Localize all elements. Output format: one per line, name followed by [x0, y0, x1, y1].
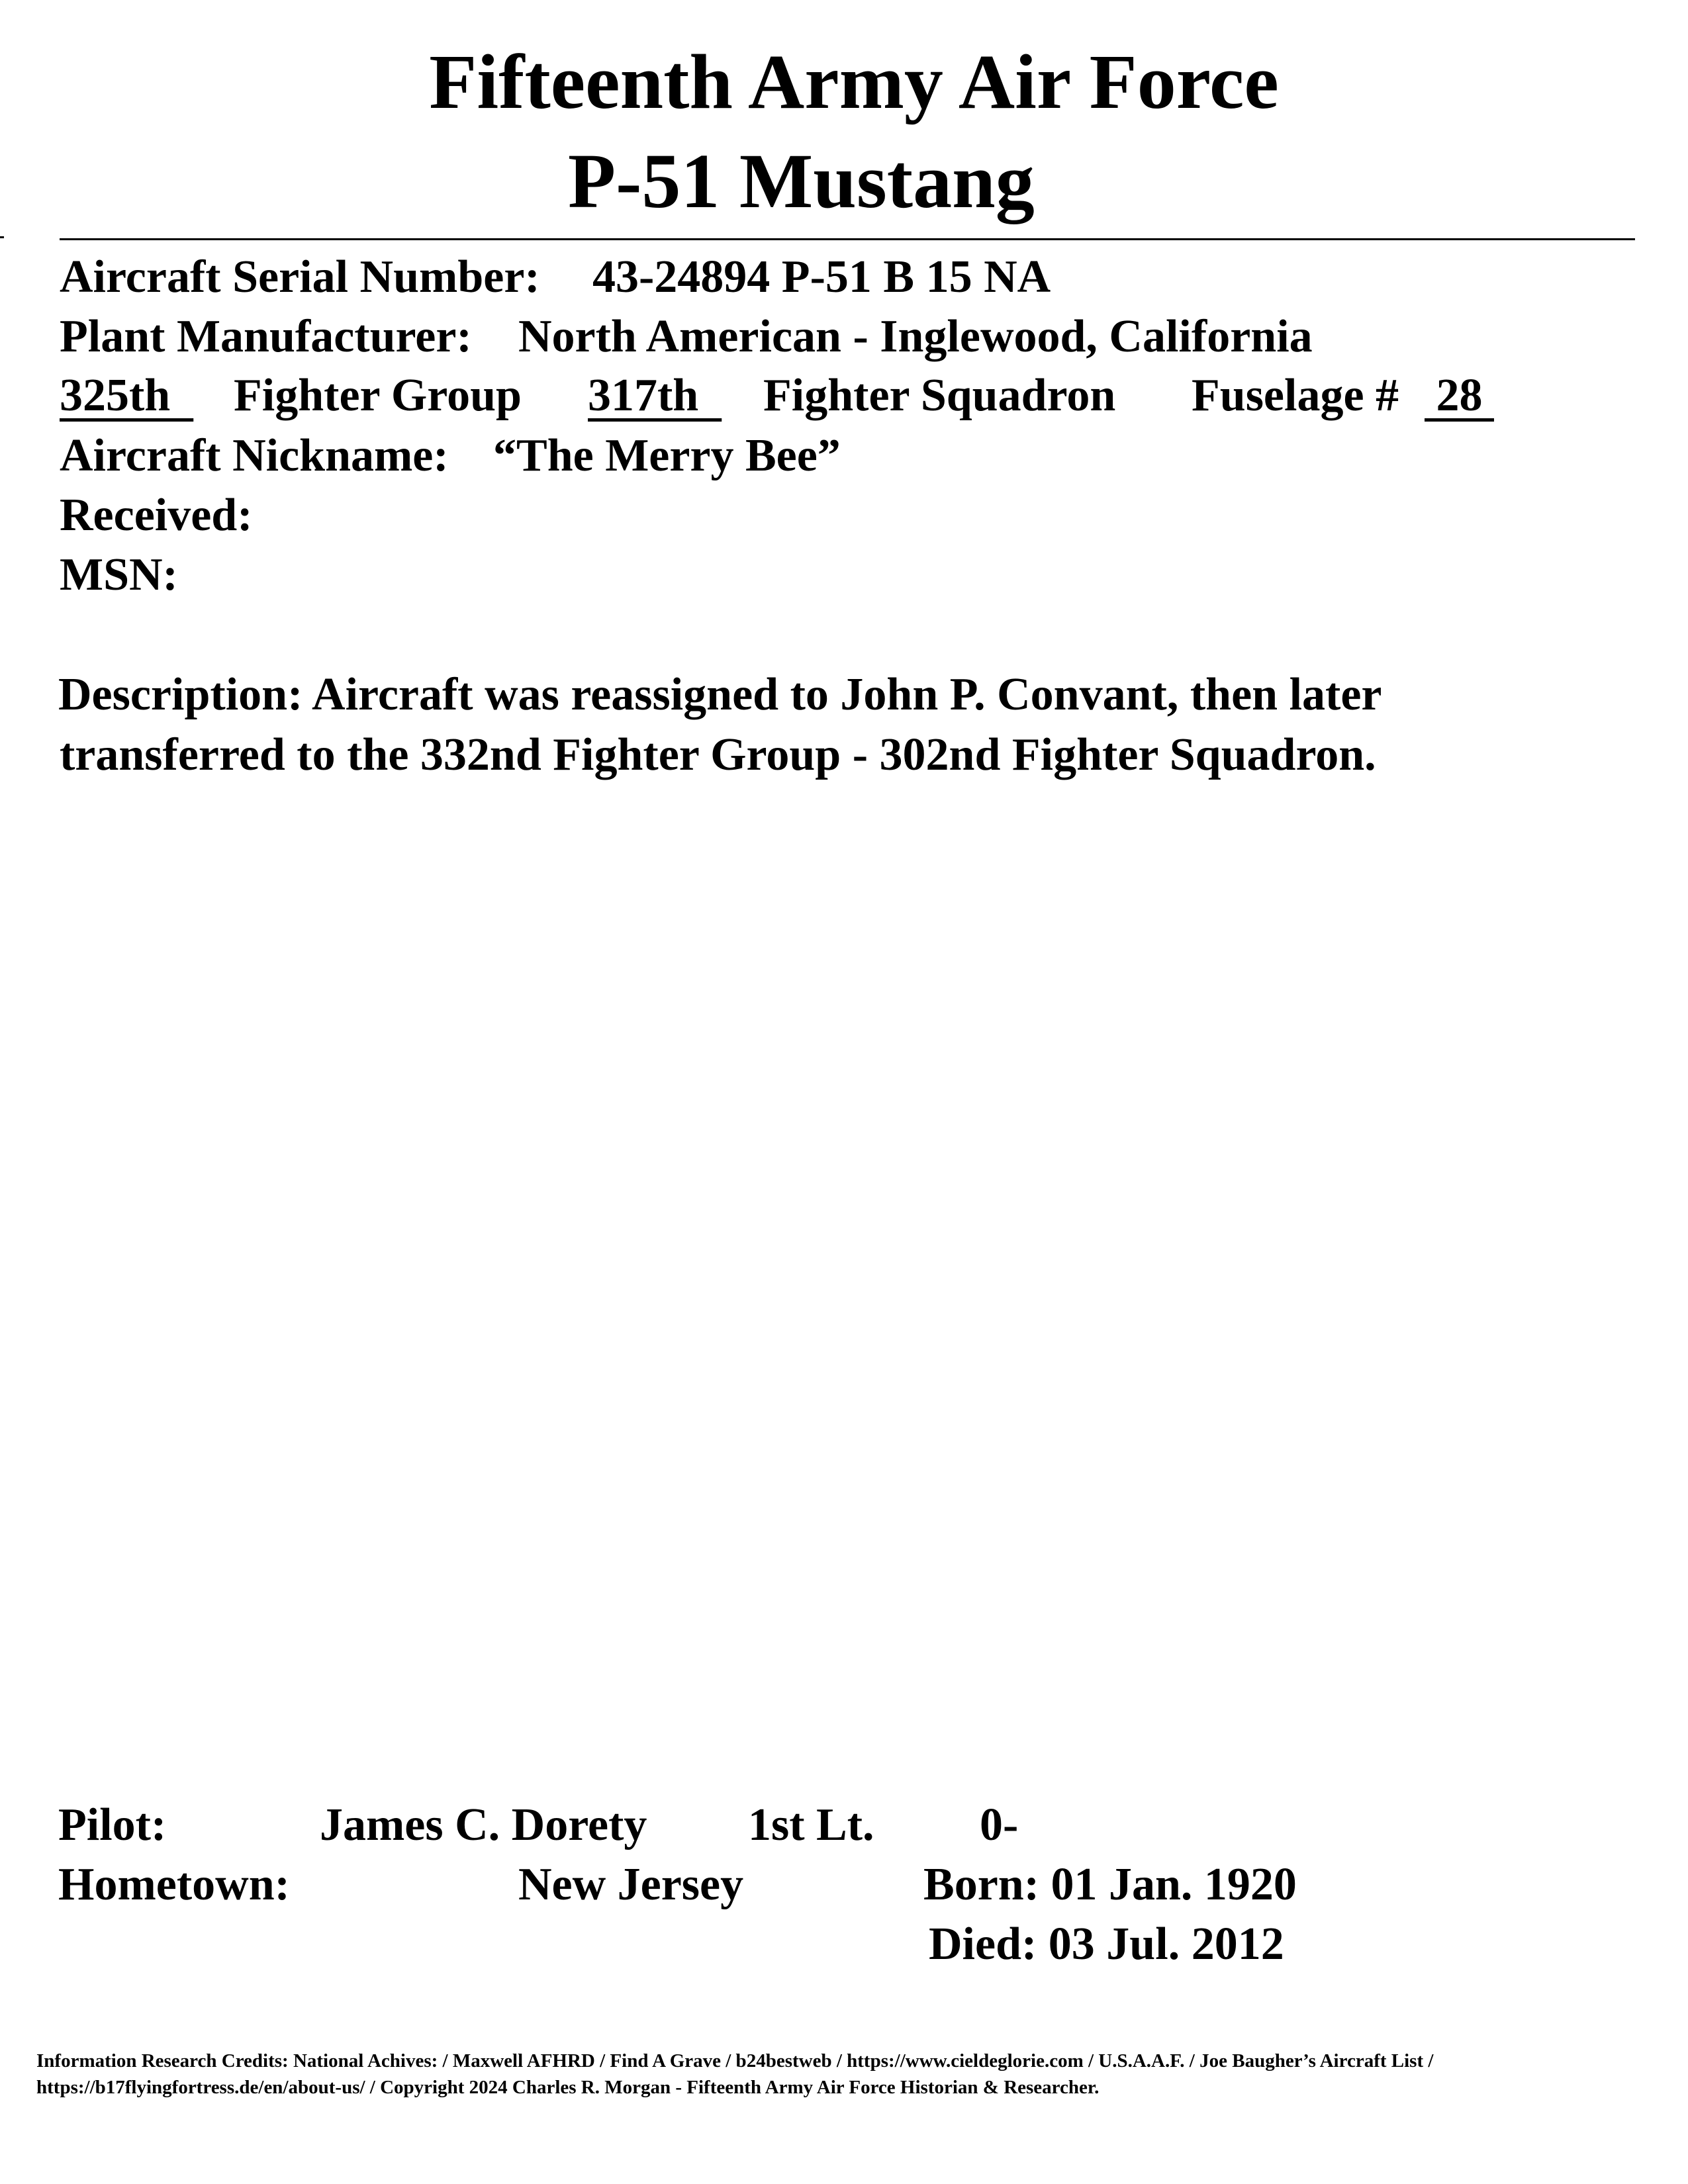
fighter-group-label: Fighter Group	[234, 370, 522, 421]
pilot-name: James C. Dorety	[320, 1799, 647, 1850]
fighter-group-value: 325th	[60, 370, 194, 421]
born-date: Born: 01 Jan. 1920	[923, 1859, 1297, 1910]
research-credits: Information Research Credits: National Achives: / Maxwell AFHRD / Find A Grave / b24bestweb / https://www.cieldeglorie.com / U.S.A.A.F. / Joe Baugher’s Aircraft List / https://b17flyingfortress.de/en/about-us/ / Copyright 2024 Charles R. Morgan - Fifteenth Army Air Force Historian & Researcher.	[36, 2050, 1434, 2098]
msn-label: MSN:	[60, 549, 178, 600]
page-title-line1: Fifteenth Army Air Force	[429, 38, 1279, 125]
hometown-label: Hometown:	[58, 1859, 290, 1910]
header-divider	[60, 238, 1635, 240]
received-label: Received:	[60, 490, 253, 541]
pilot-label: Pilot:	[58, 1799, 167, 1850]
serial-label: Aircraft Serial Number:	[60, 251, 540, 302]
manufacturer-label: Plant Manufacturer:	[60, 311, 472, 362]
fighter-squadron-label: Fighter Squadron	[763, 370, 1116, 421]
pilot-rank: 1st Lt.	[748, 1799, 874, 1850]
nickname-value: “The Merry Bee”	[493, 430, 841, 481]
died-date: Died: 03 Jul. 2012	[929, 1919, 1284, 1970]
page-title-line2: P-51 Mustang	[568, 138, 1035, 224]
margin-tick	[0, 236, 4, 238]
description-line2: transferred to the 332nd Fighter Group - 302nd Fighter Squadron.	[60, 729, 1376, 780]
fuselage-label: Fuselage #	[1192, 370, 1399, 421]
pilot-service-number: 0-	[980, 1799, 1019, 1850]
hometown-value: New Jersey	[518, 1859, 744, 1910]
description-line1: Description: Aircraft was reassigned to John P. Convant, then later	[58, 669, 1382, 720]
nickname-label: Aircraft Nickname:	[60, 430, 449, 481]
fighter-squadron-value: 317th	[588, 370, 722, 421]
manufacturer-value: North American - Inglewood, California	[518, 311, 1313, 362]
serial-value: 43-24894 P-51 B 15 NA	[592, 251, 1051, 302]
fuselage-value: 28	[1425, 370, 1494, 421]
